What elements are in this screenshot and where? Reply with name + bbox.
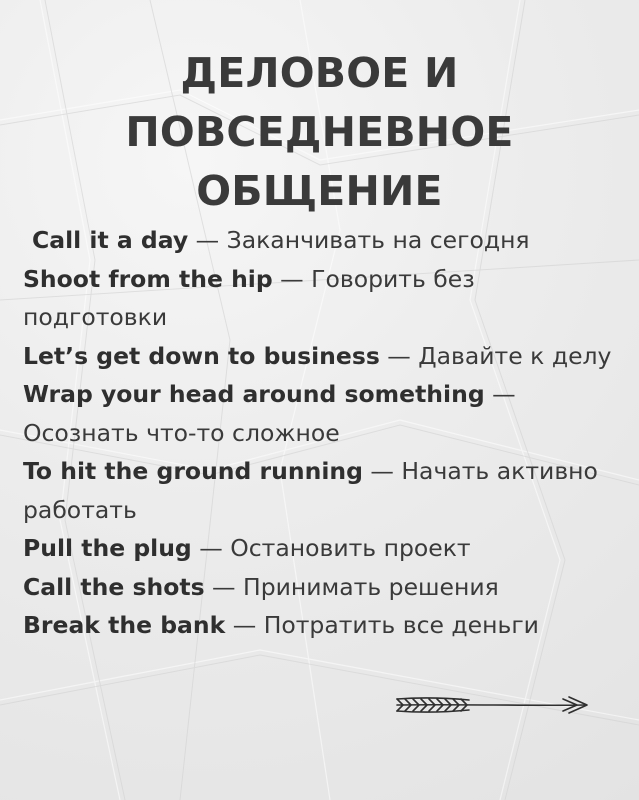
phrase-translation: Потратить все деньги — [263, 611, 539, 639]
phrase-entry — [23, 452, 623, 529]
phrase-translation: Давайте к делу — [418, 341, 612, 370]
phrase-separator: — — [204, 572, 244, 601]
phrase-english: Wrap your head around something — [23, 380, 485, 408]
phrase-english: Let’s get down to business — [23, 341, 380, 370]
phrase-english: Break the bank — [23, 611, 226, 639]
phrase-entry — [23, 375, 623, 452]
phrase-separator: — — [225, 611, 264, 639]
phrase-separator: — — [191, 534, 231, 562]
phrase-english: To hit the ground running — [23, 457, 363, 485]
phrase-list — [23, 221, 623, 645]
phrase-entry — [23, 568, 623, 607]
phrase-english: Pull the plug — [23, 534, 192, 562]
phrase-translation: Остановить проект — [230, 534, 471, 562]
phrase-separator: — — [188, 226, 227, 254]
phrase-entry — [23, 337, 623, 376]
phrase-english: Call it a day — [32, 226, 189, 254]
title-line-3: ОБЩЕНИЕ — [196, 167, 443, 215]
phrase-translation: Говорить без подготовки — [23, 264, 475, 331]
phrase-separator: — — [379, 341, 419, 370]
phrase-english: Call the shots — [23, 572, 205, 601]
phrase-translation: Начать активно работать — [23, 457, 598, 524]
phrase-entry — [23, 260, 623, 337]
phrase-separator: — — [272, 264, 312, 293]
phrase-separator: — — [362, 457, 402, 485]
phrase-translation: Осознать что-то сложное — [23, 418, 340, 447]
phrase-entry — [23, 221, 623, 260]
title-line-2: ПОВСЕДНЕВНОЕ — [125, 108, 514, 156]
phrase-english: Shoot from the hip — [23, 264, 273, 293]
hand-drawn-arrow-icon — [393, 690, 595, 720]
phrase-entry — [23, 529, 623, 568]
phrase-entry — [23, 606, 623, 645]
title-line-1: ДЕЛОВОЕ И — [180, 49, 459, 97]
phrase-separator: — — [484, 380, 516, 408]
phrase-translation: Заканчивать на сегодня — [226, 226, 530, 254]
phrase-translation: Принимать решения — [243, 572, 499, 601]
page-title — [0, 44, 639, 221]
